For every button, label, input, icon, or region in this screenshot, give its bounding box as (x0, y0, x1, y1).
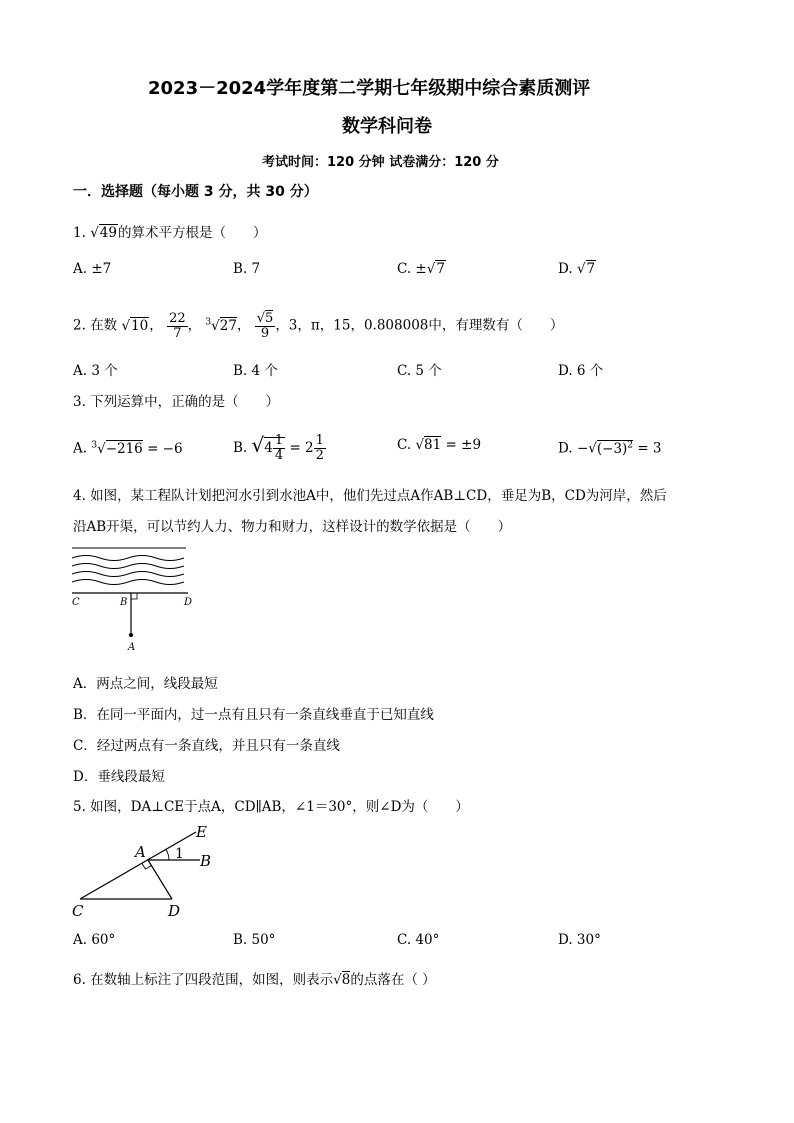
question-text: 2. 在数 (73, 317, 118, 334)
q2-option-a[interactable]: A. 3 个 (73, 363, 118, 379)
radicand: 27 (219, 317, 237, 334)
root-index: 3 (205, 317, 212, 327)
question-6: 6. 在数轴上标注了四段范围，如图，则表示√8的点落在（ ） (73, 972, 436, 988)
point-a (129, 633, 133, 637)
exponent: 2 (627, 440, 634, 450)
q2-option-d[interactable]: D. 6 个 (558, 363, 604, 379)
label-c: C (72, 597, 80, 608)
radicand: −216 (105, 440, 143, 457)
option-label: D. (558, 261, 573, 277)
right-angle-mark (131, 593, 137, 599)
numerator: 1 (274, 433, 284, 449)
numerator: 1 (315, 433, 324, 449)
q5-option-c[interactable]: C. 40° (397, 932, 440, 948)
sqrt-expression: √49 (90, 225, 117, 241)
page-title: 2023－2024学年度第二学期七年级期中综合素质测评 (148, 78, 591, 99)
mixed-whole: 4 (264, 440, 273, 456)
sqrt-expression: √7 (426, 261, 445, 277)
equation-rhs: = −6 (147, 440, 183, 457)
label-a: A (135, 843, 146, 861)
radicand: 81 (424, 437, 442, 453)
radicand: (−3) (596, 440, 628, 457)
denominator: 2 (315, 448, 324, 463)
radicand: 7 (436, 261, 445, 277)
option-label: B. (233, 440, 248, 456)
option-label: C. ± (397, 261, 427, 277)
option-label: C. (397, 437, 412, 453)
label-angle-1: 1 (175, 846, 184, 862)
fraction (167, 312, 188, 340)
radicand: 10 (131, 317, 149, 334)
q3-option-b[interactable]: B. √4 $\frac{1}{4}$ = 2 $\frac{1}{2}$ (233, 433, 324, 463)
label-d: D (184, 597, 193, 608)
equation-rhs: = ±9 (445, 437, 482, 453)
river-waves (72, 548, 186, 585)
question-text: 的算术平方根是（ ） (117, 225, 267, 241)
question-5: 5. 如图，DA⊥CE于点A，CD∥AB，∠1＝30°，则∠D为（ ） (73, 799, 469, 815)
question-4-line-1: 4. 如图，某工程队计划把河水引到水池A中，他们先过点A作AB⊥CD，垂足为B，CD为河岸，然后 (73, 488, 667, 504)
section-heading: 一．选择题（每小题 3 分，共 30 分） (73, 184, 318, 200)
fraction (314, 434, 326, 462)
equation-rhs: = 3 (637, 440, 662, 457)
label-e: E (196, 823, 207, 841)
q4-option-a[interactable]: A．两点之间，线段最短 (73, 676, 218, 692)
question-text: ，3，π，15，0.808008中，有理数有（ ） (275, 317, 564, 334)
denominator: 4 (274, 448, 284, 463)
q4-option-c[interactable]: C．经过两点有一条直线，并且只有一条直线 (73, 738, 340, 754)
question-4-line-2: 沿AB开渠，可以节约人力、物力和财力，这样设计的数学依据是（ ） (73, 519, 512, 535)
q5-option-d[interactable]: D. 30° (558, 932, 601, 948)
q4-option-b[interactable]: B．在同一平面内，过一点有且只有一条直线垂直于已知直线 (73, 707, 434, 723)
label-b: B (120, 597, 128, 608)
question-number: 1. (73, 225, 86, 241)
radicand: 5 (265, 310, 274, 326)
q3-option-d[interactable]: D. $-√(-3)^2 = 3$ (558, 440, 662, 457)
q5-option-b[interactable]: B. 50° (233, 932, 276, 948)
angle-diagram (68, 822, 228, 922)
exam-meta: 考试时间：120 分钟 试卷满分：120 分 (262, 155, 499, 170)
sqrt-expression: √7 (576, 261, 596, 277)
q2-option-b[interactable]: B. 4 个 (233, 363, 278, 379)
minus-sign: − (576, 440, 589, 457)
question-2: 2. 在数 √10， $\frac{22}{7}$ ， $^3$√27， $\frac{√5}{9}$ ，3，π，15，0.808008中，有理数有（ ） (73, 302, 563, 346)
radicand: 7 (586, 261, 596, 277)
label-b: B (200, 852, 212, 870)
label-d: D (168, 902, 181, 920)
numerator: 22 (169, 310, 186, 326)
label-c: C (72, 902, 84, 920)
q5-option-a[interactable]: A. 60° (73, 932, 116, 948)
radicand: 49 (99, 225, 117, 241)
q2-option-c[interactable]: C. 5 个 (397, 363, 442, 379)
option-label: A. (73, 440, 88, 457)
river-diagram (68, 540, 198, 655)
option-label: D. (558, 440, 573, 457)
label-a: A (128, 642, 136, 653)
radicand: 8 (341, 972, 351, 988)
denominator: 7 (173, 325, 182, 341)
cube-root-expression: $^3$√27 (205, 317, 237, 334)
angle-1-arc (166, 850, 169, 861)
q1-option-c[interactable] (397, 261, 446, 277)
sqrt-expression: √10 (121, 317, 149, 334)
page-subtitle: 数学科问卷 (342, 116, 432, 137)
equation-rhs: = 2 (289, 440, 314, 456)
question-1 (73, 221, 266, 241)
root-index: 3 (91, 440, 98, 450)
q4-option-d[interactable]: D．垂线段最短 (73, 769, 165, 785)
q3-option-a[interactable]: A. $^3$√−216 = −6 (73, 440, 183, 457)
fraction (255, 312, 276, 340)
fraction (273, 434, 285, 462)
q1-option-b[interactable]: B. 7 (233, 261, 261, 277)
question-text: 6. 在数轴上标注了四段范围，如图，则表示 (73, 972, 334, 988)
denominator: 9 (260, 325, 270, 341)
q1-option-d[interactable] (558, 261, 596, 277)
q3-option-c[interactable]: C. √81 = ±9 (397, 437, 482, 453)
question-text: 的点落在（ ） (350, 972, 436, 988)
q1-option-a[interactable]: A. ±7 (73, 261, 112, 277)
numerator: √5 (256, 310, 274, 326)
question-3: 3. 下列运算中，正确的是（ ） (73, 394, 280, 410)
